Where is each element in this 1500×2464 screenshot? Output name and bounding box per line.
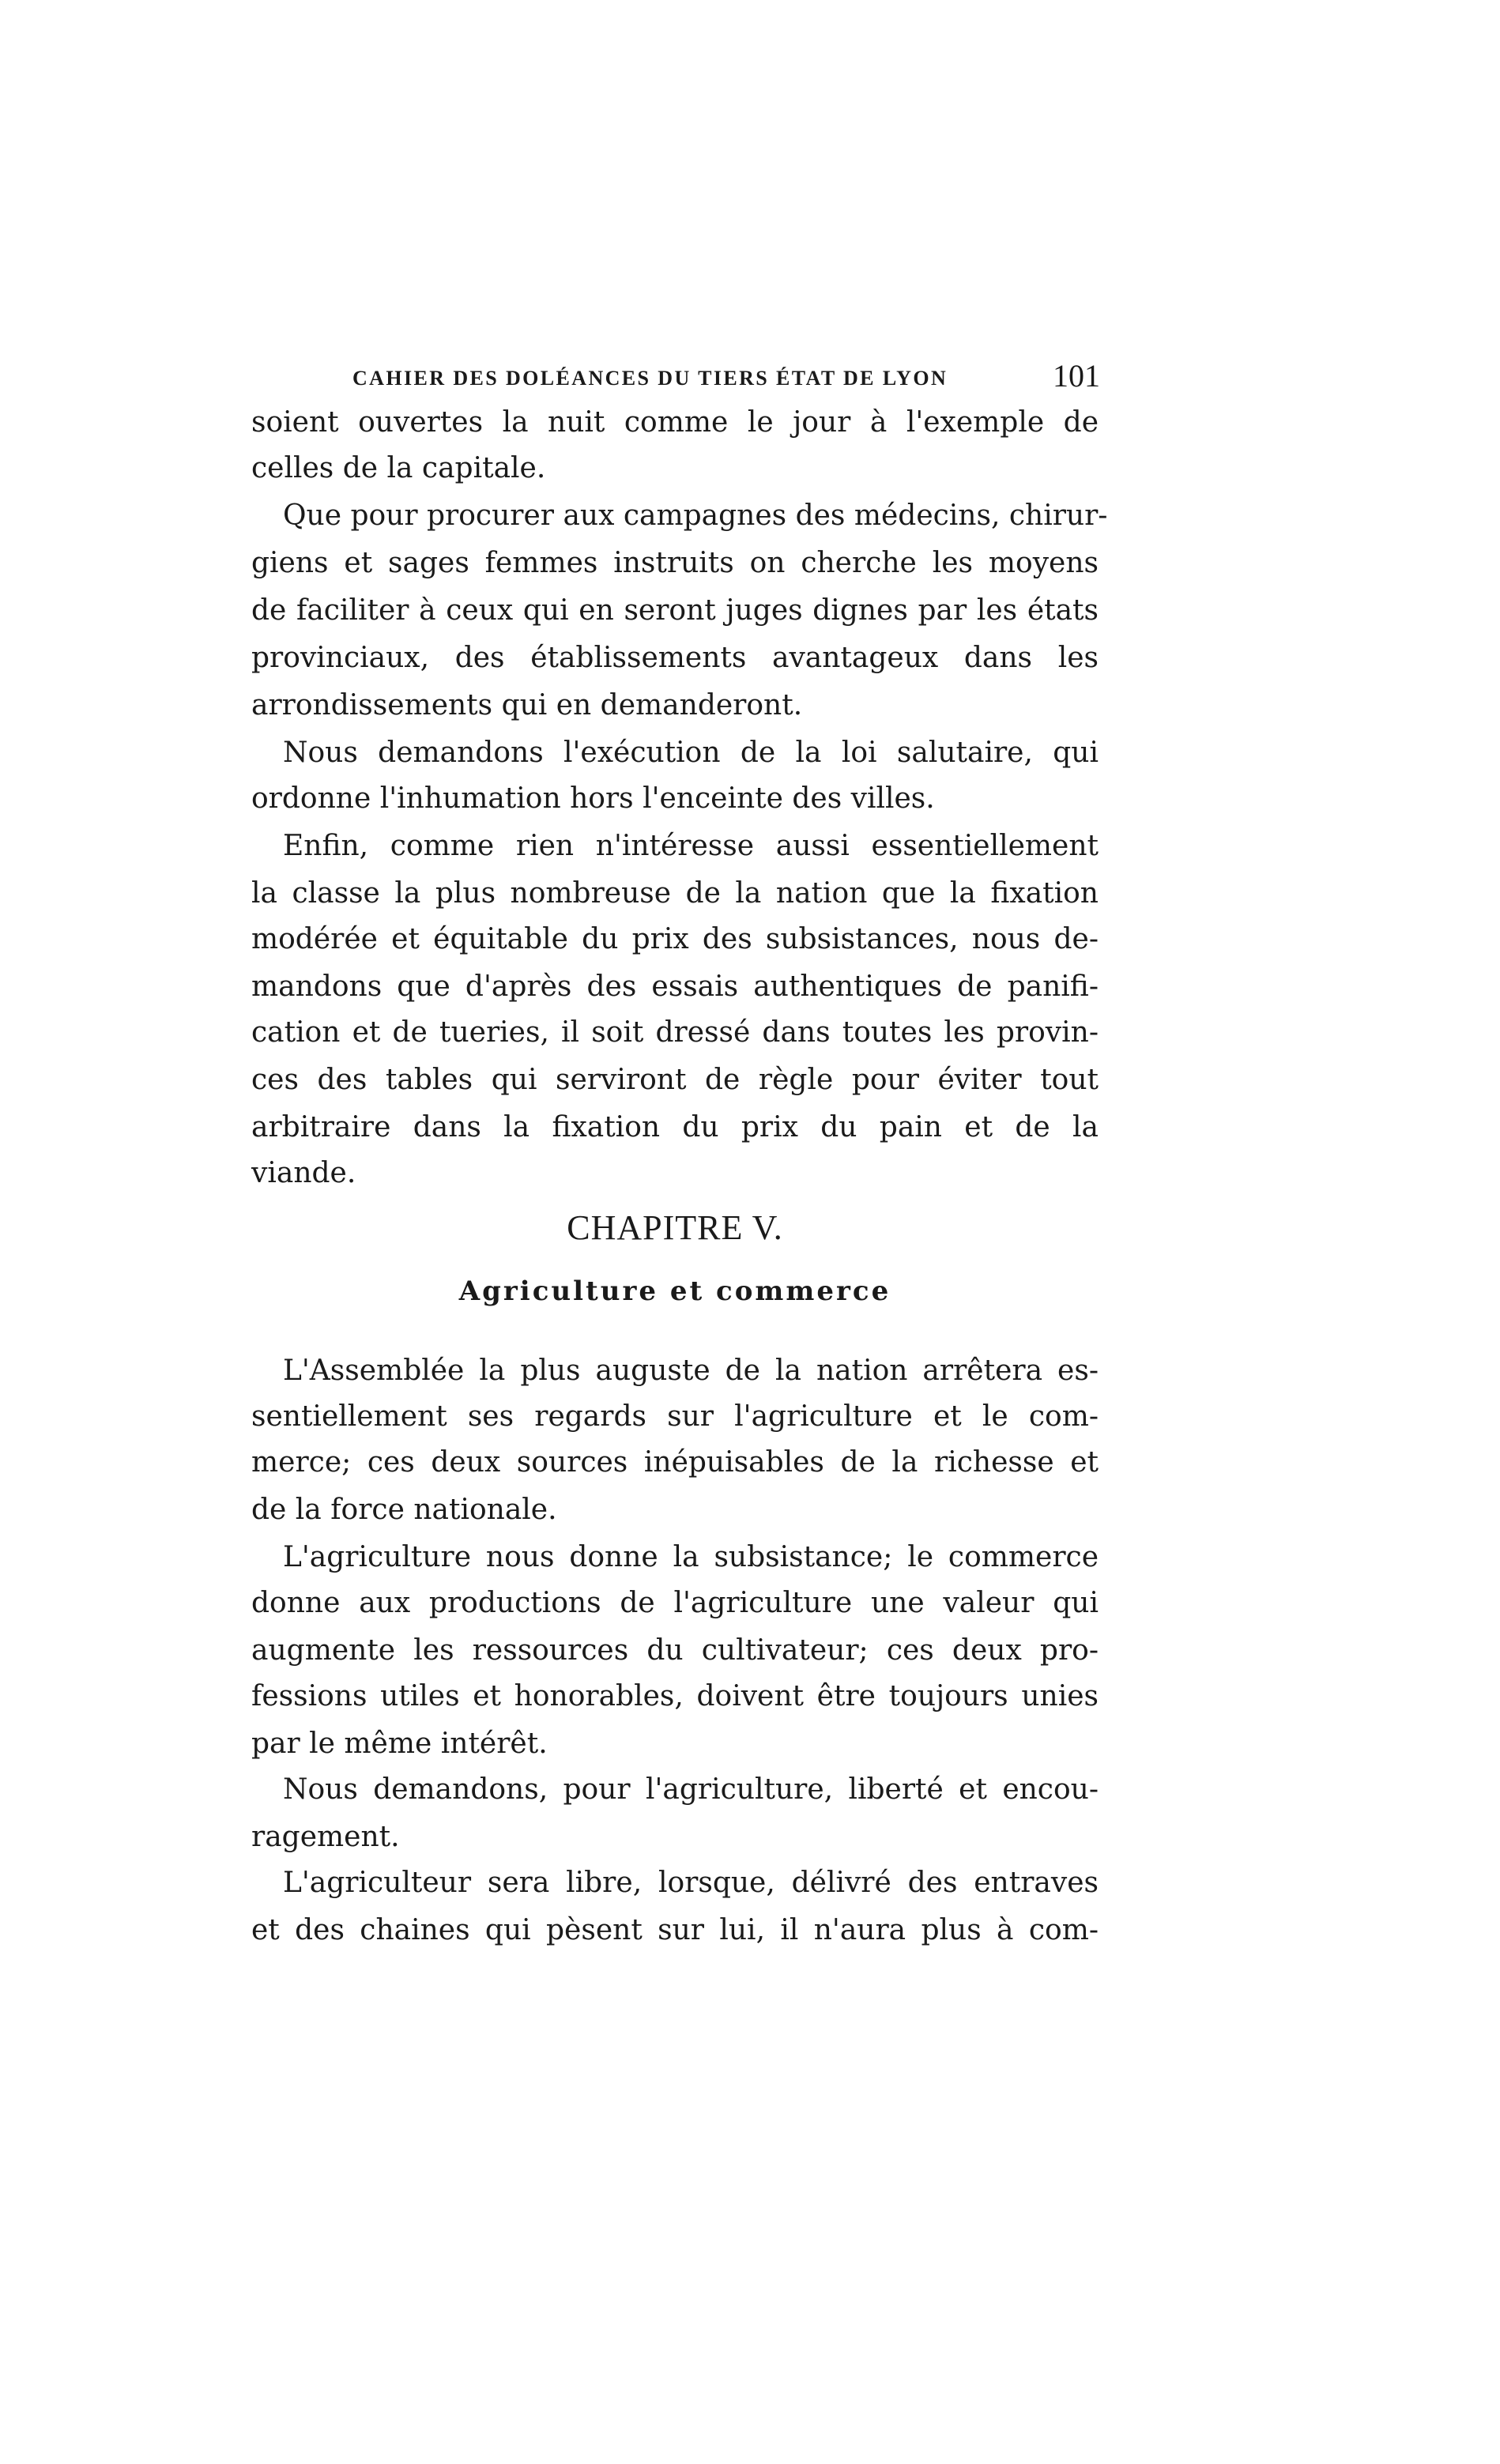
text-line: provinciaux, des établissements avantageux dans les [251,642,1099,674]
text-line: L'agriculture nous donne la subsistance; le commerce [283,1541,1099,1573]
text-line: de la force nationale. [251,1494,557,1526]
text-line: donne aux productions de l'agriculture une valeur qui [251,1587,1099,1619]
text-line: celles de la capitale. [251,452,546,484]
text-line: et des chaines qui pèsent sur lui, il n'aura plus à com- [251,1914,1099,1946]
text-line: Nous demandons, pour l'agriculture, liberté et encou- [283,1773,1099,1806]
text-line: mandons que d'après des essais authentiques de panifi- [251,970,1099,1003]
text-line: par le même intérêt. [251,1727,548,1760]
text-line: arrondissements qui en demanderont. [251,689,803,721]
text-line: de faciliter à ceux qui en seront juges dignes par les états [251,594,1099,627]
text-line: modérée et équitable du prix des subsistances, nous de- [251,923,1099,955]
chapter-subtitle: Agriculture et commerce [458,1275,891,1307]
text-line: giens et sages femmes instruits on cherche les moyens [251,547,1099,579]
page-number: 101 [1053,358,1100,394]
text-line: ces des tables qui serviront de règle pour éviter tout [251,1064,1099,1096]
text-line: ragement. [251,1821,400,1853]
text-line: cation et de tueries, il soit dressé dans toutes les provin- [251,1016,1099,1049]
running-head [352,357,1100,397]
text-line: ordonne l'inhumation hors l'enceinte des villes. [251,782,935,815]
text-line: augmente les ressources du cultivateur; ces deux pro- [251,1634,1099,1667]
text-line: L'agriculteur sera libre, lorsque, délivré des entraves [283,1867,1099,1899]
text-line: L'Assemblée la plus auguste de la nation arrêtera es- [283,1354,1099,1387]
text-line: fessions utiles et honorables, doivent être toujours unies [251,1680,1099,1712]
text-line: Enfin, comme rien n'intéresse aussi essentiellement [283,830,1099,862]
text-line: Que pour procurer aux campagnes des médecins, chirur- [283,499,1108,532]
text-line: Nous demandons l'exécution de la loi salutaire, qui [283,737,1099,769]
text-line: soient ouvertes la nuit comme le jour à l'exemple de [251,406,1099,439]
text-line: merce; ces deux sources inépuisables de la richesse et [251,1446,1099,1479]
running-title: CAHIER DES DOLÉANCES DU TIERS ÉTAT DE LYON [352,367,948,390]
text-line: sentiellement ses regards sur l'agriculture et le com- [251,1400,1099,1433]
text-line: viande. [251,1157,356,1189]
text-line: arbitraire dans la fixation du prix du pain et de la [251,1111,1099,1143]
text-line: la classe la plus nombreuse de la nation que la fixation [251,877,1099,910]
chapter-heading: CHAPITRE V. [567,1208,783,1247]
